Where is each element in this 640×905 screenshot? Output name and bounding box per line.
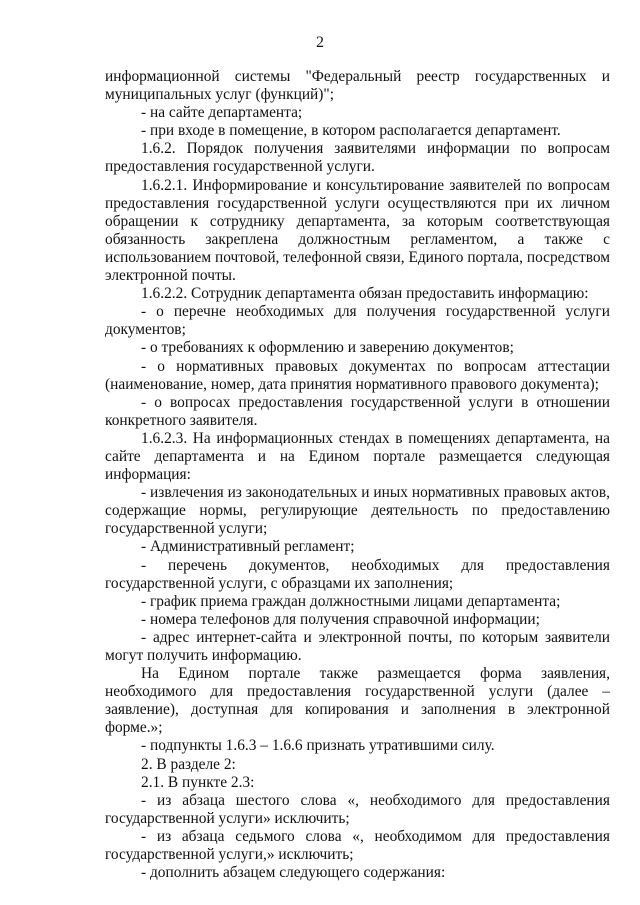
list-item: - график приема граждан должностными лицами департамента; <box>141 592 561 610</box>
list-item: - подпункты 1.6.3 – 1.6.6 признать утратившими силу. <box>141 737 495 755</box>
list-item: - номера телефонов для получения справочной информации; <box>141 610 540 628</box>
list-item: - из абзаца шестого слова «, необходимого для предоставления государственной услуги» исключить; <box>105 791 610 827</box>
list-item: - о перечне необходимых для получения государственной услуги документов; <box>105 303 610 339</box>
clause-1-6-2-1: 1.6.2.1. Информирование и консультирование заявителей по вопросам предоставления государственной услуги осуществляются при их личном обращении к сотруднику департамента, за которым соответствующая обязанность закреплена должностным регламентом, а также с использованием почтовой, телефонной связи, Единого портала, посредством электронной почты. <box>105 176 610 285</box>
clause-1-6-2-2: 1.6.2.2. Сотрудник департамента обязан предоставить информацию: <box>141 285 589 303</box>
list-item: - о требованиях к оформлению и заверению документов; <box>141 339 514 357</box>
list-item: - перечень документов, необходимых для предоставления государственной услуги, с образцами их заполнения; <box>105 556 610 592</box>
page-number: 2 <box>316 34 324 51</box>
list-item: - Административный регламент; <box>141 538 355 556</box>
list-item: - извлечения из законодательных и иных нормативных правовых актов, содержащие нормы, регулирующие деятельность по предоставлению государственной услуги; <box>105 484 610 538</box>
list-item: - при входе в помещение, в котором располагается департамент. <box>141 122 561 140</box>
list-item: - из абзаца седьмого слова «, необходимом для предоставления государственной услуги,» исключить; <box>105 827 610 864</box>
section-2-heading: 2. В разделе 2: <box>141 755 236 773</box>
document-body <box>105 68 610 882</box>
list-item: - о вопросах предоставления государственной услуги в отношении конкретного заявителя. <box>105 393 610 429</box>
list-item: - дополнить абзацем следующего содержания: <box>141 864 446 882</box>
list-item: - адрес интернет-сайта и электронной почты, по которым заявители могут получить информацию. <box>105 628 610 664</box>
paragraph: информационной системы "Федеральный реестр государственных и муниципальных услуг (функций)"; <box>105 68 610 104</box>
paragraph: На Едином портале также размещается форма заявления, необходимого для предоставления государственной услуги (далее – заявление), доступная для копирования и заполнения в электронной форме.»; <box>105 665 610 737</box>
clause-1-6-2-3: 1.6.2.3. На информационных стендах в помещениях департамента, на сайте департамента и на Едином портале размещается следующая информация: <box>105 429 610 484</box>
clause-1-6-2: 1.6.2. Порядок получения заявителями информации по вопросам предоставления государственной услуги. <box>105 140 610 176</box>
clause-2-1: 2.1. В пункте 2.3: <box>141 773 255 791</box>
list-item: - на сайте департамента; <box>141 104 303 122</box>
list-item: - о нормативных правовых документах по вопросам аттестации (наименование, номер, дата принятия нормативного правового документа); <box>105 357 610 393</box>
